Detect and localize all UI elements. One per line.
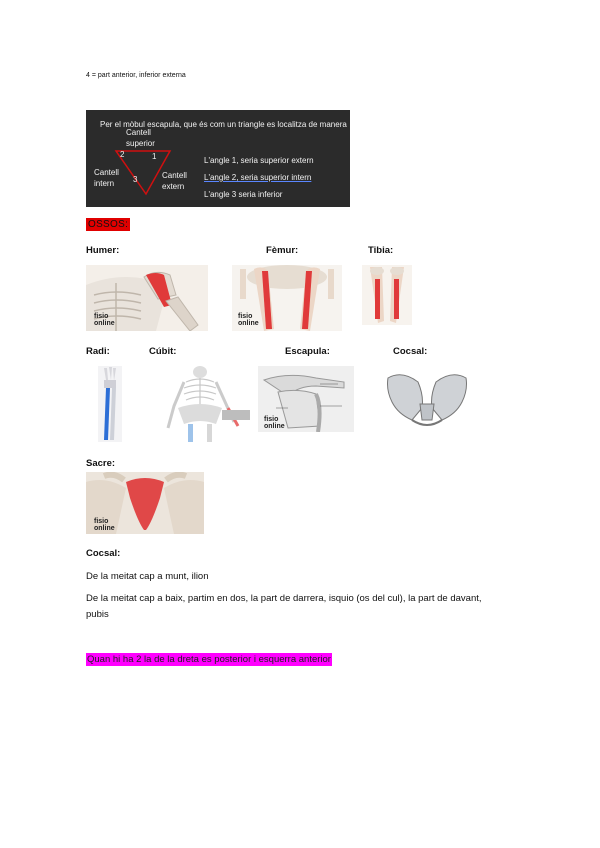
- scapula-image: [258, 366, 354, 432]
- logo-fisio: fisio: [264, 416, 279, 423]
- label-humer: Humer:: [86, 245, 120, 256]
- angle2-text: L'angle 2, seria superior intern: [204, 173, 312, 182]
- label-sacre: Sacre:: [86, 458, 116, 469]
- label-extern: extern: [162, 182, 185, 191]
- label-femur: Fèmur:: [266, 245, 299, 256]
- scapula-diagram: [86, 110, 350, 207]
- sacrum-image: [86, 472, 204, 534]
- ulna-image: [150, 366, 250, 442]
- cocsal-line2-cont: pubis: [86, 609, 109, 620]
- logo-online: online: [94, 320, 115, 327]
- label-intern: intern: [94, 179, 115, 188]
- angle1-text: L'angle 1, seria superior extern: [204, 156, 314, 165]
- cocsal-line2: De la meitat cap a baix, partim en dos, la part de darrera, isquio (os del cul), la part de davant,: [86, 593, 482, 604]
- label-cantell-intern: Cantell: [94, 168, 119, 177]
- pelvis-image: [382, 368, 472, 432]
- logo-fisio: fisio: [238, 313, 253, 320]
- cocsal-heading: Cocsal:: [86, 548, 121, 559]
- logo-online: online: [94, 525, 115, 532]
- cocsal-line1: De la meitat cap a munt, ilion: [86, 571, 209, 582]
- angle-number-3: 3: [133, 175, 138, 184]
- ossos-heading: OSSOS:: [88, 219, 129, 230]
- logo-fisio: fisio: [94, 313, 109, 320]
- label-radi: Radi:: [86, 346, 110, 357]
- header-line: 4 = part anterior, inferior externa: [86, 72, 186, 79]
- label-escapula: Escapula:: [285, 346, 330, 357]
- label-tibia: Tibia:: [368, 245, 394, 256]
- angle-number-2: 2: [120, 150, 125, 159]
- label-cubit: Cúbit:: [149, 346, 177, 357]
- angle3-text: L'angle 3 seria inferior: [204, 190, 283, 199]
- angle-number-1: 1: [152, 152, 157, 161]
- logo-online: online: [238, 320, 259, 327]
- radius-image: [98, 366, 122, 442]
- tibia-image: [362, 265, 412, 325]
- logo-online: online: [264, 423, 285, 430]
- humerus-image: [86, 265, 208, 331]
- logo-fisio: fisio: [94, 518, 109, 525]
- label-superior: superior: [126, 139, 155, 148]
- highlighted-note: Quan hi ha 2 la de la dreta es posterior i esquerra anterior: [87, 654, 331, 665]
- label-cantell-superior: Cantell: [126, 128, 151, 137]
- label-cocsal-row: Cocsal:: [393, 346, 428, 357]
- femur-image: [232, 265, 342, 331]
- label-cantell-extern: Cantell: [162, 171, 187, 180]
- scapula-intro-text: Per el mòbul escapula, que és com un triangle es localitza de manera: [100, 120, 347, 129]
